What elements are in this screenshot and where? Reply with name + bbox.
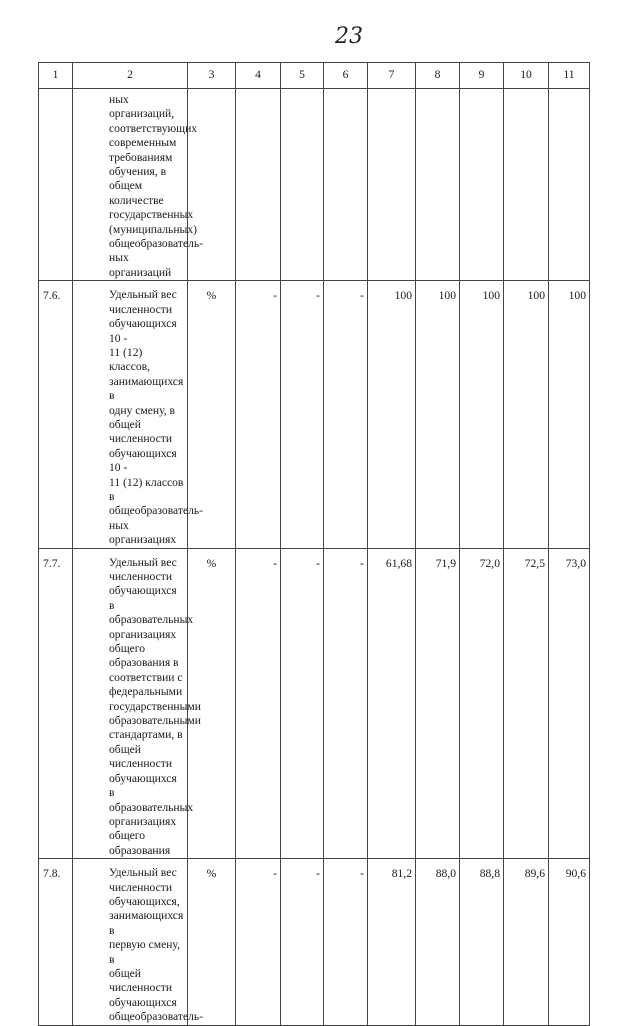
value-col-6: - (324, 548, 368, 859)
value-col-10 (504, 89, 549, 281)
page-number: 23 (335, 24, 363, 49)
column-header: 5 (281, 63, 324, 89)
value-col-10: 89,6 (504, 859, 549, 1025)
value-col-7: 61,68 (368, 548, 416, 859)
value-col-5: - (281, 281, 324, 548)
value-col-11: 100 (549, 281, 590, 548)
indicators-table (38, 62, 590, 1026)
table-row (39, 548, 590, 859)
table-row (39, 859, 590, 1025)
indicator-unit: % (188, 548, 236, 859)
value-col-7 (368, 89, 416, 281)
indicator-name: Удельный вес численности обучающихся, занимающихся в первую смену, в общей численности обучающихся общеобразователь- (73, 859, 188, 1025)
value-col-5: - (281, 859, 324, 1025)
indicator-unit: % (188, 281, 236, 548)
value-col-4 (236, 89, 281, 281)
column-header: 7 (368, 63, 416, 89)
value-col-9: 72,0 (460, 548, 504, 859)
value-col-11 (549, 89, 590, 281)
value-col-5 (281, 89, 324, 281)
value-col-5: - (281, 548, 324, 859)
indicator-name: Удельный вес численности обучающихся в образовательных организациях общего образования в соответствии с федеральными государственными образовательными стандартами, в общей численности обучающихся в образовательных организациях общего образования (73, 548, 188, 859)
value-col-4: - (236, 548, 281, 859)
value-col-8 (416, 89, 460, 281)
value-col-8: 71,9 (416, 548, 460, 859)
value-col-6: - (324, 859, 368, 1025)
value-col-7: 81,2 (368, 859, 416, 1025)
column-header: 1 (39, 63, 73, 89)
indicator-name: ных организаций, соответствующих современным требованиям обучения, в общем количестве государственных (муниципальных) общеобразователь- ных организаций (73, 89, 188, 281)
value-col-9: 88,8 (460, 859, 504, 1025)
indicator-number: 7.7. (39, 548, 73, 859)
column-header: 6 (324, 63, 368, 89)
value-col-6: - (324, 281, 368, 548)
column-header: 3 (188, 63, 236, 89)
indicator-number: 7.8. (39, 859, 73, 1025)
value-col-10: 100 (504, 281, 549, 548)
indicator-unit: % (188, 859, 236, 1025)
value-col-9: 100 (460, 281, 504, 548)
value-col-4: - (236, 859, 281, 1025)
value-col-9 (460, 89, 504, 281)
value-col-6 (324, 89, 368, 281)
value-col-10: 72,5 (504, 548, 549, 859)
value-col-4: - (236, 281, 281, 548)
column-number-row (39, 63, 590, 89)
column-header: 4 (236, 63, 281, 89)
value-col-11: 73,0 (549, 548, 590, 859)
indicator-unit (188, 89, 236, 281)
column-header: 11 (549, 63, 590, 89)
value-col-7: 100 (368, 281, 416, 548)
value-col-8: 88,0 (416, 859, 460, 1025)
column-header: 10 (504, 63, 549, 89)
column-header: 8 (416, 63, 460, 89)
indicator-number (39, 89, 73, 281)
table-row (39, 281, 590, 548)
indicator-name: Удельный вес численности обучающихся 10 - 11 (12) классов, занимающихся в одну смену, в общей численности обучающихся 10 - 11 (12) классов в общеобразователь- ных организациях (73, 281, 188, 548)
table-row (39, 89, 590, 281)
indicator-number: 7.6. (39, 281, 73, 548)
column-header: 9 (460, 63, 504, 89)
value-col-11: 90,6 (549, 859, 590, 1025)
value-col-8: 100 (416, 281, 460, 548)
column-header: 2 (73, 63, 188, 89)
